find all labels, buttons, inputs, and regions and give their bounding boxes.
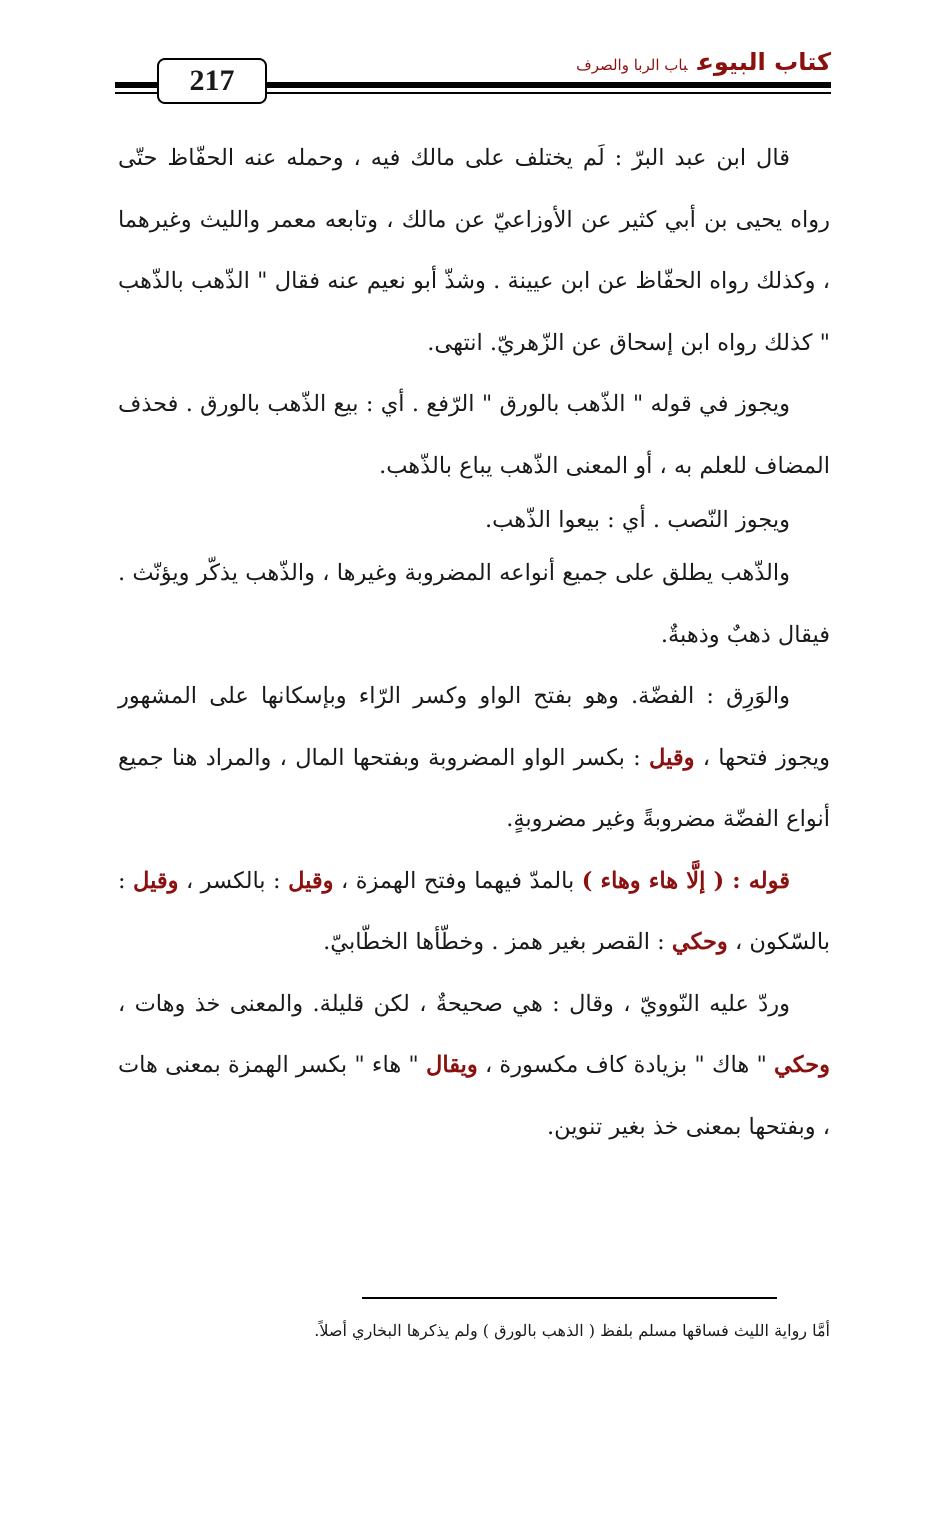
paragraph-2: ويجوز في قوله " الذّهب بالورق " الرّفع . أي : بيع الذّهب بالورق . فحذف المضاف للعلم به ، أو المعنى الذّهب يباع بالذّهب. <box>118 391 830 479</box>
chapter-title: باب الربا والصرف <box>576 56 688 74</box>
paragraph-3: ويجوز النّصب . أي : بيعوا الذّهب. <box>485 507 790 533</box>
keyword-qila: وقيل <box>133 867 179 894</box>
page-header <box>115 48 831 108</box>
book-title: كتاب البيوع <box>697 48 831 76</box>
keyword-qawluhu: قوله : ( إلَّا هاء وهاء ) <box>581 867 790 894</box>
paragraph-7 <box>118 974 830 1159</box>
page-number: 217 <box>157 58 267 104</box>
header-titles <box>576 46 831 78</box>
keyword-hukiya: وحكي <box>671 929 728 955</box>
keyword-yuqal: ويقال <box>426 1052 478 1078</box>
paragraph-6 <box>118 851 830 974</box>
p6-text-1: بالمدّ فيهما وفتح الهمزة ، <box>333 867 582 894</box>
paragraph-4: والذّهب يطلق على جميع أنواعه المضروبة وغيرها ، والذّهب يذكّر ويؤنّث . فيقال ذهبٌ وذهبةٌ. <box>118 560 830 648</box>
p6-text-3: : بالسّكون ، <box>118 867 830 955</box>
p5-text-2: : بكسر الواو المضروبة وبفتحها المال ، والمراد هنا جميع أنواع الفضّة مضروبةً وغير مضروبةٍ. <box>118 744 830 832</box>
footnote-separator <box>362 1297 777 1299</box>
p7-text-3: " هاء " بكسر الهمزة بمعنى هات ، وبفتحها بمعنى خذ بغير تنوين. <box>118 1052 830 1140</box>
p6-text-2: : بالكسر ، <box>178 867 289 894</box>
main-text <box>118 128 830 1158</box>
paragraph-5 <box>118 666 830 851</box>
p7-text-2: " هاك " بزيادة كاف مكسورة ، <box>477 1052 775 1078</box>
p6-text-4: : القصر بغير همز . وخطّأها الخطّابيّ. <box>323 929 672 955</box>
p7-text-1: وردّ عليه النّوويّ ، وقال : هي صحيحةٌ ، لكن قليلة. والمعنى خذ وهات ، <box>118 990 790 1017</box>
paragraph-1: قال ابن عبد البرّ : لَم يختلف على مالك فيه ، وحمله عنه الحفّاظ حتّى رواه يحيى بن أبي كثير عن الأوزاعيّ عن مالك ، وتابعه معمر والليث وغيرهما ، وكذلك رواه الحفّاظ عن ابن عيينة . وشذّ أبو نعيم عنه فقال " الذّهب بالذّهب " كذلك رواه ابن إسحاق عن الزّهريّ. انتهى. <box>118 145 830 356</box>
keyword-qila: وقيل <box>649 744 695 771</box>
keyword-hukiya: وحكي <box>774 1052 831 1078</box>
keyword-qila: وقيل <box>288 867 334 894</box>
p5-text-1: والوَرِق : الفضّة. وهو بفتح الواو وكسر الرّاء وبإسكانها على المشهور ويجوز فتحها ، <box>118 683 830 771</box>
footnote: أمَّا رواية الليث فساقها مسلم بلفظ ( الذهب بالورق ) ولم يذكرها البخاري أصلاً. <box>314 1321 830 1340</box>
